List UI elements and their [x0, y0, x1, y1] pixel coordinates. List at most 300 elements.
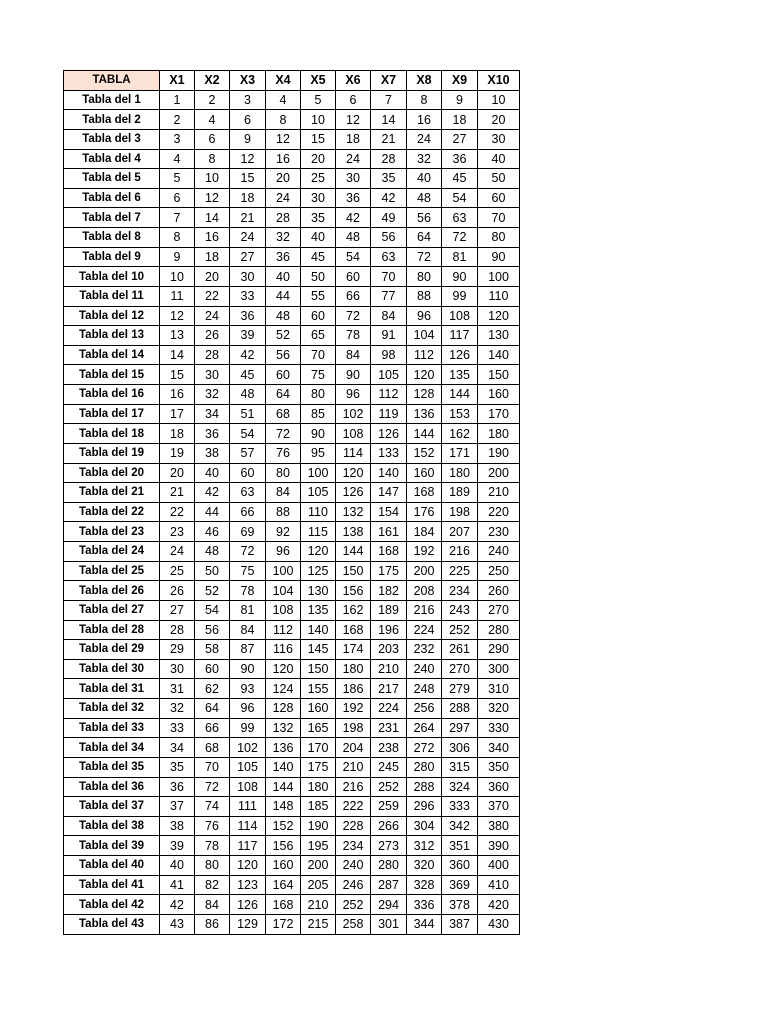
- table-cell: 4: [160, 149, 195, 169]
- table-row: [64, 600, 520, 620]
- table-cell: 7: [371, 90, 407, 110]
- row-label: Tabla del 24: [64, 542, 160, 562]
- table-cell: 117: [442, 326, 478, 346]
- table-cell: 75: [301, 365, 336, 385]
- row-label: Tabla del 8: [64, 228, 160, 248]
- table-cell: 136: [407, 404, 442, 424]
- table-cell: 270: [478, 600, 520, 620]
- row-label: Tabla del 40: [64, 856, 160, 876]
- table-cell: 20: [160, 463, 195, 483]
- column-header: X7: [371, 71, 407, 91]
- table-cell: 133: [371, 443, 407, 463]
- table-cell: 9: [160, 247, 195, 267]
- table-cell: 217: [371, 679, 407, 699]
- table-body: [64, 90, 520, 934]
- row-label: Tabla del 7: [64, 208, 160, 228]
- table-cell: 48: [407, 188, 442, 208]
- table-cell: 234: [336, 836, 371, 856]
- table-cell: 36: [160, 777, 195, 797]
- table-cell: 16: [266, 149, 301, 169]
- table-cell: 30: [160, 659, 195, 679]
- table-cell: 369: [442, 875, 478, 895]
- table-cell: 26: [195, 326, 230, 346]
- table-cell: 84: [266, 483, 301, 503]
- table-row: [64, 110, 520, 130]
- table-cell: 24: [407, 129, 442, 149]
- table-cell: 174: [336, 640, 371, 660]
- table-cell: 44: [266, 286, 301, 306]
- table-row: [64, 267, 520, 287]
- table-row: [64, 149, 520, 169]
- table-cell: 96: [266, 542, 301, 562]
- table-cell: 28: [195, 345, 230, 365]
- table-cell: 41: [160, 875, 195, 895]
- table-cell: 84: [230, 620, 266, 640]
- table-cell: 12: [230, 149, 266, 169]
- table-cell: 54: [336, 247, 371, 267]
- column-header: X3: [230, 71, 266, 91]
- table-cell: 84: [371, 306, 407, 326]
- row-label: Tabla del 43: [64, 914, 160, 934]
- table-cell: 222: [336, 797, 371, 817]
- table-cell: 76: [195, 816, 230, 836]
- table-cell: 18: [160, 424, 195, 444]
- table-row: [64, 443, 520, 463]
- table-cell: 9: [230, 129, 266, 149]
- column-header: X9: [442, 71, 478, 91]
- table-cell: 78: [230, 581, 266, 601]
- row-label: Tabla del 23: [64, 522, 160, 542]
- table-cell: 144: [266, 777, 301, 797]
- table-cell: 168: [336, 620, 371, 640]
- table-cell: 189: [442, 483, 478, 503]
- table-cell: 105: [371, 365, 407, 385]
- table-cell: 20: [195, 267, 230, 287]
- column-header: X2: [195, 71, 230, 91]
- table-cell: 6: [160, 188, 195, 208]
- table-row: [64, 718, 520, 738]
- table-cell: 210: [478, 483, 520, 503]
- table-row: [64, 797, 520, 817]
- row-label: Tabla del 13: [64, 326, 160, 346]
- table-cell: 56: [266, 345, 301, 365]
- table-cell: 39: [160, 836, 195, 856]
- table-cell: 400: [478, 856, 520, 876]
- row-label: Tabla del 37: [64, 797, 160, 817]
- row-label: Tabla del 26: [64, 581, 160, 601]
- row-label: Tabla del 1: [64, 90, 160, 110]
- table-cell: 333: [442, 797, 478, 817]
- table-cell: 60: [336, 267, 371, 287]
- table-cell: 24: [266, 188, 301, 208]
- table-cell: 205: [301, 875, 336, 895]
- table-cell: 56: [371, 228, 407, 248]
- table-cell: 111: [230, 797, 266, 817]
- table-row: [64, 542, 520, 562]
- table-cell: 252: [336, 895, 371, 915]
- table-cell: 126: [442, 345, 478, 365]
- table-cell: 70: [195, 757, 230, 777]
- table-cell: 168: [371, 542, 407, 562]
- table-cell: 102: [336, 404, 371, 424]
- table-cell: 200: [407, 561, 442, 581]
- table-cell: 170: [301, 738, 336, 758]
- table-cell: 36: [266, 247, 301, 267]
- table-cell: 72: [442, 228, 478, 248]
- table-row: [64, 188, 520, 208]
- table-cell: 1: [160, 90, 195, 110]
- table-cell: 240: [407, 659, 442, 679]
- table-cell: 30: [336, 169, 371, 189]
- row-label: Tabla del 31: [64, 679, 160, 699]
- table-cell: 126: [230, 895, 266, 915]
- table-cell: 8: [160, 228, 195, 248]
- table-cell: 15: [230, 169, 266, 189]
- table-cell: 245: [371, 757, 407, 777]
- table-cell: 126: [371, 424, 407, 444]
- row-label: Tabla del 33: [64, 718, 160, 738]
- table-cell: 70: [478, 208, 520, 228]
- table-cell: 40: [266, 267, 301, 287]
- row-label: Tabla del 19: [64, 443, 160, 463]
- table-cell: 264: [407, 718, 442, 738]
- table-cell: 20: [301, 149, 336, 169]
- table-cell: 80: [301, 385, 336, 405]
- table-cell: 27: [442, 129, 478, 149]
- row-label: Tabla del 32: [64, 699, 160, 719]
- table-cell: 14: [195, 208, 230, 228]
- table-cell: 60: [230, 463, 266, 483]
- table-cell: 30: [478, 129, 520, 149]
- table-cell: 28: [266, 208, 301, 228]
- table-cell: 128: [407, 385, 442, 405]
- table-cell: 288: [407, 777, 442, 797]
- table-cell: 192: [336, 699, 371, 719]
- table-cell: 210: [301, 895, 336, 915]
- table-cell: 95: [301, 443, 336, 463]
- table-cell: 430: [478, 914, 520, 934]
- table-cell: 215: [301, 914, 336, 934]
- table-cell: 12: [266, 129, 301, 149]
- table-cell: 144: [442, 385, 478, 405]
- row-label: Tabla del 42: [64, 895, 160, 915]
- table-cell: 96: [407, 306, 442, 326]
- row-label: Tabla del 9: [64, 247, 160, 267]
- table-cell: 170: [478, 404, 520, 424]
- table-cell: 63: [442, 208, 478, 228]
- table-cell: 54: [442, 188, 478, 208]
- table-cell: 48: [195, 542, 230, 562]
- table-cell: 135: [442, 365, 478, 385]
- table-row: [64, 90, 520, 110]
- table-cell: 35: [301, 208, 336, 228]
- table-cell: 64: [266, 385, 301, 405]
- table-row: [64, 404, 520, 424]
- table-cell: 2: [195, 90, 230, 110]
- table-cell: 180: [336, 659, 371, 679]
- table-cell: 39: [230, 326, 266, 346]
- table-cell: 87: [230, 640, 266, 660]
- table-cell: 246: [336, 875, 371, 895]
- table-cell: 225: [442, 561, 478, 581]
- table-cell: 104: [266, 581, 301, 601]
- table-cell: 98: [371, 345, 407, 365]
- table-row: [64, 816, 520, 836]
- table-cell: 10: [160, 267, 195, 287]
- table-cell: 19: [160, 443, 195, 463]
- table-cell: 196: [371, 620, 407, 640]
- table-cell: 210: [336, 757, 371, 777]
- table-cell: 84: [195, 895, 230, 915]
- table-cell: 252: [442, 620, 478, 640]
- table-cell: 240: [336, 856, 371, 876]
- table-cell: 30: [195, 365, 230, 385]
- table-row: [64, 502, 520, 522]
- table-row: [64, 483, 520, 503]
- table-cell: 91: [371, 326, 407, 346]
- table-cell: 72: [230, 542, 266, 562]
- table-cell: 108: [442, 306, 478, 326]
- table-cell: 420: [478, 895, 520, 915]
- table-cell: 297: [442, 718, 478, 738]
- table-cell: 182: [371, 581, 407, 601]
- table-cell: 24: [195, 306, 230, 326]
- table-cell: 124: [266, 679, 301, 699]
- table-cell: 22: [195, 286, 230, 306]
- table-cell: 72: [407, 247, 442, 267]
- row-label: Tabla del 10: [64, 267, 160, 287]
- table-cell: 108: [336, 424, 371, 444]
- table-cell: 24: [230, 228, 266, 248]
- table-row: [64, 228, 520, 248]
- table-cell: 231: [371, 718, 407, 738]
- table-cell: 390: [478, 836, 520, 856]
- table-cell: 360: [478, 777, 520, 797]
- table-cell: 70: [301, 345, 336, 365]
- table-cell: 7: [160, 208, 195, 228]
- row-label: Tabla del 3: [64, 129, 160, 149]
- table-cell: 180: [478, 424, 520, 444]
- table-cell: 162: [336, 600, 371, 620]
- table-cell: 175: [371, 561, 407, 581]
- table-cell: 23: [160, 522, 195, 542]
- table-cell: 52: [266, 326, 301, 346]
- table-cell: 138: [336, 522, 371, 542]
- table-row: [64, 385, 520, 405]
- row-label: Tabla del 6: [64, 188, 160, 208]
- row-label: Tabla del 4: [64, 149, 160, 169]
- table-cell: 11: [160, 286, 195, 306]
- table-cell: 380: [478, 816, 520, 836]
- table-cell: 55: [301, 286, 336, 306]
- table-row: [64, 679, 520, 699]
- table-cell: 273: [371, 836, 407, 856]
- table-cell: 36: [195, 424, 230, 444]
- table-cell: 192: [407, 542, 442, 562]
- table-cell: 60: [301, 306, 336, 326]
- table-cell: 387: [442, 914, 478, 934]
- table-cell: 6: [336, 90, 371, 110]
- table-cell: 156: [336, 581, 371, 601]
- table-cell: 10: [478, 90, 520, 110]
- row-label: Tabla del 34: [64, 738, 160, 758]
- table-cell: 60: [478, 188, 520, 208]
- table-cell: 20: [478, 110, 520, 130]
- column-header: X8: [407, 71, 442, 91]
- table-cell: 119: [371, 404, 407, 424]
- table-cell: 280: [371, 856, 407, 876]
- table-row: [64, 620, 520, 640]
- table-cell: 78: [336, 326, 371, 346]
- table-cell: 25: [301, 169, 336, 189]
- table-cell: 200: [478, 463, 520, 483]
- table-cell: 224: [407, 620, 442, 640]
- row-label: Tabla del 39: [64, 836, 160, 856]
- table-cell: 123: [230, 875, 266, 895]
- table-cell: 126: [336, 483, 371, 503]
- table-cell: 304: [407, 816, 442, 836]
- table-cell: 120: [478, 306, 520, 326]
- table-cell: 3: [160, 129, 195, 149]
- table-cell: 64: [195, 699, 230, 719]
- table-cell: 204: [336, 738, 371, 758]
- table-cell: 203: [371, 640, 407, 660]
- table-cell: 176: [407, 502, 442, 522]
- table-row: [64, 326, 520, 346]
- table-cell: 34: [195, 404, 230, 424]
- table-cell: 90: [301, 424, 336, 444]
- table-cell: 180: [301, 777, 336, 797]
- table-cell: 33: [160, 718, 195, 738]
- table-cell: 24: [160, 542, 195, 562]
- table-cell: 108: [266, 600, 301, 620]
- table-cell: 120: [230, 856, 266, 876]
- column-header: X10: [478, 71, 520, 91]
- table-cell: 88: [407, 286, 442, 306]
- table-cell: 296: [407, 797, 442, 817]
- table-cell: 288: [442, 699, 478, 719]
- table-cell: 15: [160, 365, 195, 385]
- table-cell: 260: [478, 581, 520, 601]
- table-cell: 200: [301, 856, 336, 876]
- table-cell: 280: [478, 620, 520, 640]
- table-cell: 164: [266, 875, 301, 895]
- table-cell: 66: [195, 718, 230, 738]
- table-cell: 145: [301, 640, 336, 660]
- table-cell: 52: [195, 581, 230, 601]
- table-cell: 30: [230, 267, 266, 287]
- row-label: Tabla del 18: [64, 424, 160, 444]
- table-cell: 80: [195, 856, 230, 876]
- table-cell: 40: [160, 856, 195, 876]
- table-cell: 36: [230, 306, 266, 326]
- table-cell: 76: [266, 443, 301, 463]
- row-label: Tabla del 38: [64, 816, 160, 836]
- table-cell: 272: [407, 738, 442, 758]
- table-cell: 160: [301, 699, 336, 719]
- table-cell: 130: [478, 326, 520, 346]
- table-cell: 40: [478, 149, 520, 169]
- table-cell: 116: [266, 640, 301, 660]
- table-cell: 165: [301, 718, 336, 738]
- table-cell: 132: [336, 502, 371, 522]
- table-cell: 81: [442, 247, 478, 267]
- table-cell: 252: [371, 777, 407, 797]
- table-cell: 280: [407, 757, 442, 777]
- table-cell: 60: [266, 365, 301, 385]
- table-cell: 208: [407, 581, 442, 601]
- header-row: [64, 71, 520, 91]
- row-label: Tabla del 15: [64, 365, 160, 385]
- table-cell: 42: [336, 208, 371, 228]
- row-label: Tabla del 25: [64, 561, 160, 581]
- row-label: Tabla del 30: [64, 659, 160, 679]
- table-cell: 49: [371, 208, 407, 228]
- row-label: Tabla del 22: [64, 502, 160, 522]
- table-cell: 168: [266, 895, 301, 915]
- table-cell: 27: [230, 247, 266, 267]
- table-cell: 5: [160, 169, 195, 189]
- table-row: [64, 208, 520, 228]
- row-label: Tabla del 2: [64, 110, 160, 130]
- table-cell: 184: [407, 522, 442, 542]
- table-cell: 344: [407, 914, 442, 934]
- table-cell: 112: [266, 620, 301, 640]
- table-cell: 248: [407, 679, 442, 699]
- table-cell: 175: [301, 757, 336, 777]
- table-cell: 232: [407, 640, 442, 660]
- table-cell: 18: [230, 188, 266, 208]
- table-cell: 100: [478, 267, 520, 287]
- table-row: [64, 640, 520, 660]
- table-cell: 16: [160, 385, 195, 405]
- table-cell: 234: [442, 581, 478, 601]
- table-cell: 125: [301, 561, 336, 581]
- table-cell: 72: [336, 306, 371, 326]
- table-cell: 16: [407, 110, 442, 130]
- table-cell: 152: [266, 816, 301, 836]
- table-cell: 34: [160, 738, 195, 758]
- table-cell: 153: [442, 404, 478, 424]
- table-cell: 270: [442, 659, 478, 679]
- table-cell: 351: [442, 836, 478, 856]
- row-label: Tabla del 27: [64, 600, 160, 620]
- table-row: [64, 129, 520, 149]
- table-row: [64, 895, 520, 915]
- table-cell: 18: [336, 129, 371, 149]
- table-cell: 56: [195, 620, 230, 640]
- table-cell: 210: [371, 659, 407, 679]
- table-cell: 290: [478, 640, 520, 660]
- table-cell: 161: [371, 522, 407, 542]
- table-cell: 156: [266, 836, 301, 856]
- table-row: [64, 581, 520, 601]
- table-cell: 80: [266, 463, 301, 483]
- table-row: [64, 247, 520, 267]
- table-cell: 38: [160, 816, 195, 836]
- table-row: [64, 914, 520, 934]
- table-cell: 8: [407, 90, 442, 110]
- table-cell: 28: [160, 620, 195, 640]
- row-label: Tabla del 5: [64, 169, 160, 189]
- table-cell: 342: [442, 816, 478, 836]
- table-cell: 114: [230, 816, 266, 836]
- table-cell: 57: [230, 443, 266, 463]
- table-row: [64, 463, 520, 483]
- table-cell: 228: [336, 816, 371, 836]
- table-cell: 14: [160, 345, 195, 365]
- table-cell: 37: [160, 797, 195, 817]
